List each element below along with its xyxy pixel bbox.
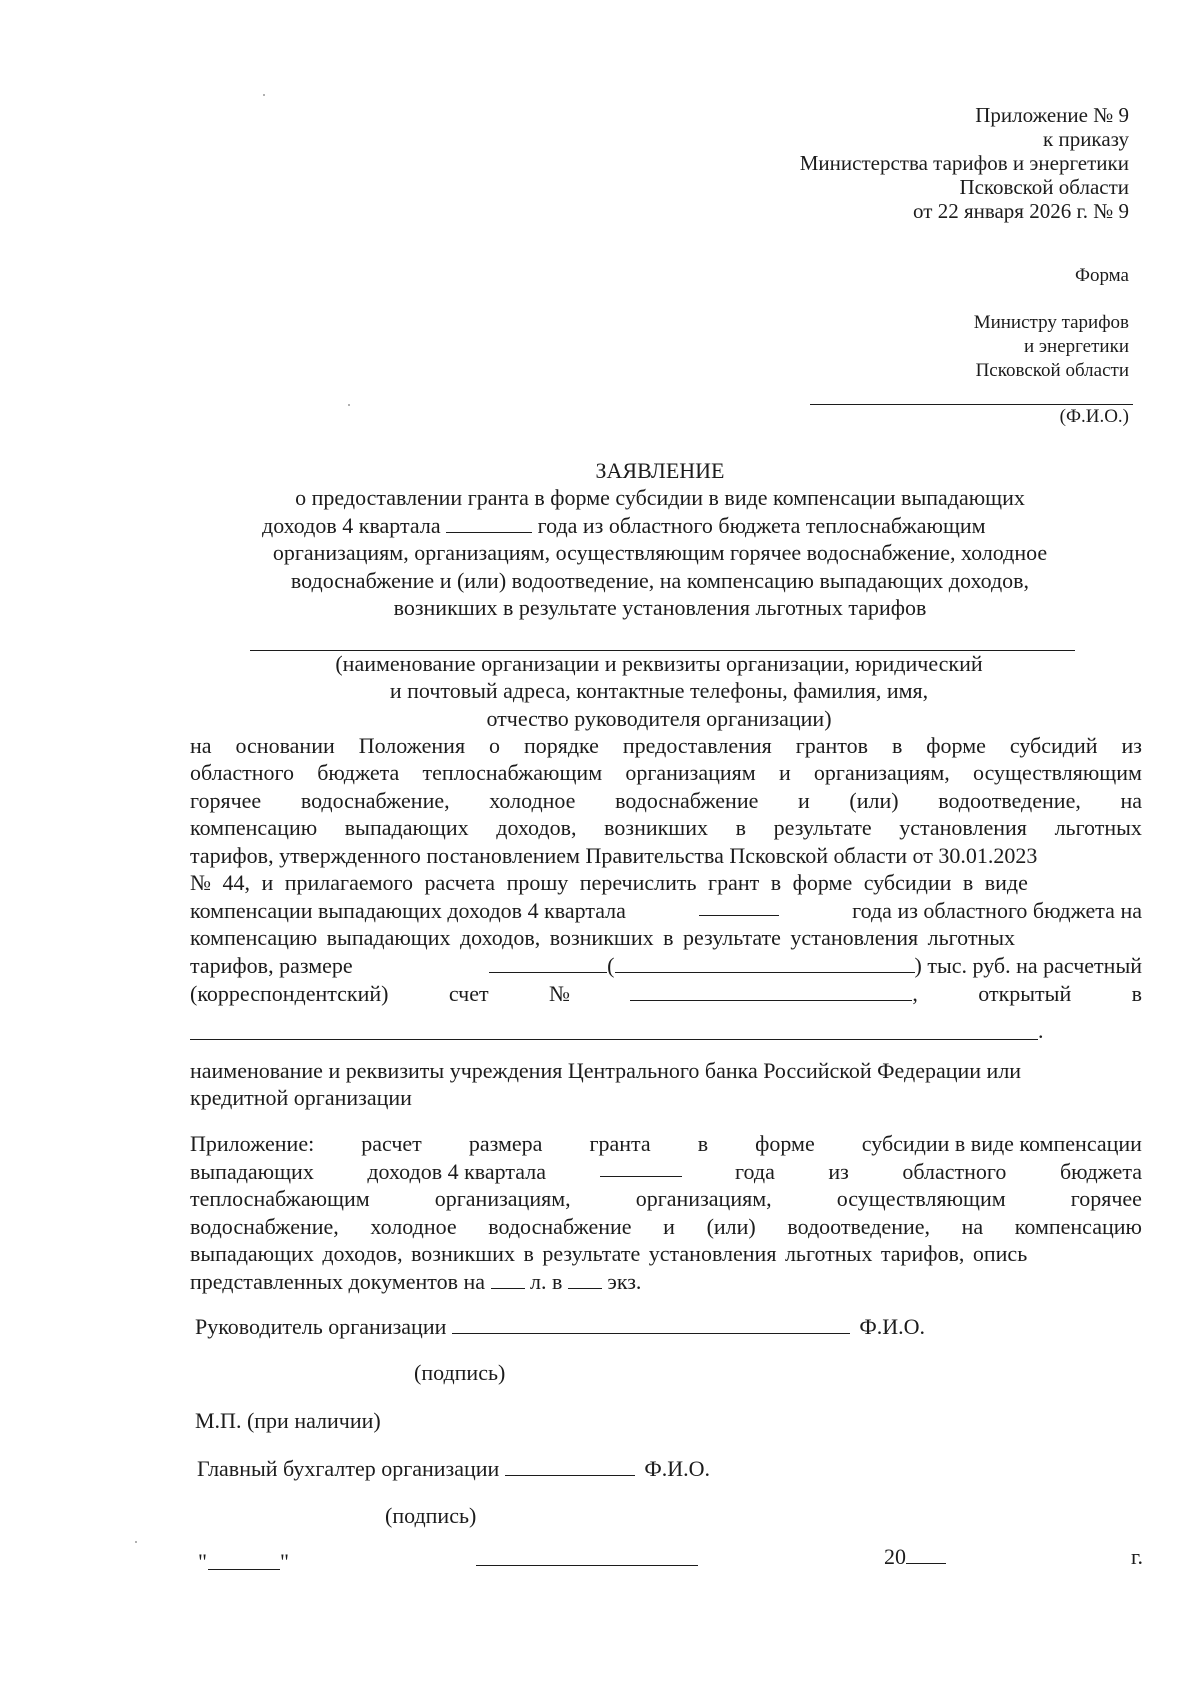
addressee-line-2: и энергетики xyxy=(1023,336,1129,357)
title-line-2 xyxy=(262,512,986,540)
body-line-9a: тарифов, размере xyxy=(190,953,353,978)
account-number-blank xyxy=(630,982,912,1001)
accountant-signature-line xyxy=(505,1457,635,1476)
body-line-10 xyxy=(190,980,1142,1008)
word: осуществляющим xyxy=(973,760,1142,785)
scan-speck xyxy=(348,404,350,406)
word: на xyxy=(190,733,212,758)
date-year xyxy=(884,1543,946,1571)
attachment-line-5: выпадающих доходов, возникших в результате установления льготных тарифов, опись xyxy=(190,1241,1028,1266)
pages-count-blank xyxy=(491,1270,525,1289)
bank-caption-line-1: наименование и реквизиты учреждения Центрального банка Российской Федерации или xyxy=(190,1058,1022,1083)
word: Положения xyxy=(358,733,466,758)
word: в xyxy=(891,733,903,758)
body-line-10c: № xyxy=(549,981,570,1006)
word: и xyxy=(797,788,810,813)
date-quote-open: " xyxy=(198,1549,207,1574)
title-line-4: водоснабжение и (или) водоотведение, на компенсацию выпадающих доходов, xyxy=(290,568,1030,593)
word: теплоснабжающим xyxy=(422,760,603,785)
word: компенсацию xyxy=(1014,1214,1142,1239)
body-line-10e: открытый xyxy=(978,981,1072,1006)
word: бюджета xyxy=(317,760,400,785)
title-line-3: организациям, организациям, осуществляющим горячее водоснабжение, холодное xyxy=(272,540,1048,565)
body-line-7a: компенсации выпадающих доходов 4 квартала xyxy=(190,898,626,923)
title-line-2b: года из областного бюджета теплоснабжающим xyxy=(537,513,986,538)
head-signature-line xyxy=(452,1315,850,1334)
date-day-line xyxy=(208,1569,280,1570)
bank-caption-line-2: кредитной организации xyxy=(190,1085,412,1110)
date-month-line xyxy=(476,1565,698,1566)
body-line-10f: в xyxy=(1131,981,1142,1006)
word: холодное xyxy=(489,788,576,813)
word: на xyxy=(961,1214,984,1239)
word: возникших xyxy=(604,815,709,840)
head-label: Руководитель организации xyxy=(195,1314,447,1339)
word: гранта xyxy=(589,1131,651,1156)
addressee-line-1: Министру тарифов xyxy=(973,312,1129,333)
body-line-1 xyxy=(190,732,1142,760)
addressee-line-3: Псковской области xyxy=(975,360,1129,381)
head-fio: Ф.И.О. xyxy=(859,1314,926,1339)
org-caption-line-2: и почтовый адреса, контактные телефоны, фамилия, имя, xyxy=(389,678,929,703)
body-line-5: тарифов, утвержденного постановлением Правительства Псковской области от 30.01.2023 xyxy=(190,843,1038,868)
word: размера xyxy=(468,1131,543,1156)
word: установления xyxy=(899,815,1027,840)
word: доходов, xyxy=(496,815,577,840)
accountant-signature-caption: (подпись) xyxy=(385,1503,477,1528)
body-line-10a: (корреспондентский) xyxy=(190,981,389,1006)
title-line-1: о предоставлении гранта в форме субсидии в виде компенсации выпадающих xyxy=(295,485,1025,510)
scan-speck xyxy=(135,1541,137,1543)
word: и xyxy=(663,1214,675,1239)
word: организациям, xyxy=(434,1186,571,1211)
word: водоснабжение, xyxy=(190,1214,339,1239)
word: Приложение: xyxy=(190,1131,315,1156)
body-line-3 xyxy=(190,787,1142,815)
word: (или) xyxy=(706,1214,756,1239)
body-line-4 xyxy=(190,814,1142,842)
word: теплоснабжающим xyxy=(190,1186,370,1211)
body-line-7 xyxy=(190,897,1142,925)
accountant-fio: Ф.И.О. xyxy=(644,1456,710,1481)
body-line-7b: года из областного бюджета на xyxy=(852,898,1142,923)
attachment-line-3 xyxy=(190,1185,1142,1213)
word: организациям xyxy=(625,760,756,785)
word: осуществляющим xyxy=(836,1186,1006,1211)
scan-speck xyxy=(263,94,265,96)
body-line-10b: счет xyxy=(448,981,489,1006)
accountant-label: Главный бухгалтер организации xyxy=(197,1456,500,1481)
title-line-2a: доходов 4 квартала xyxy=(262,513,441,538)
word: о xyxy=(489,733,501,758)
body-line-9c: ) тыс. руб. на расчетный xyxy=(914,953,1142,978)
attachment-line-2a: выпадающих xyxy=(190,1159,314,1184)
word: водоснабжение xyxy=(615,788,759,813)
word: предоставления xyxy=(622,733,772,758)
attachment-line-2b: доходов 4 квартала xyxy=(367,1159,546,1184)
word: форме xyxy=(926,733,986,758)
attachment-line-6a: представленных документов на xyxy=(190,1269,486,1294)
word: холодное xyxy=(370,1214,457,1239)
word: субсидии в виде компенсации xyxy=(861,1131,1142,1156)
word: расчет xyxy=(361,1131,422,1156)
attachment-line-1 xyxy=(190,1130,1142,1158)
appendix-region: Псковской области xyxy=(959,175,1129,199)
bank-name-line xyxy=(190,1039,1038,1040)
word: форме xyxy=(755,1131,815,1156)
body-line-2 xyxy=(190,759,1142,787)
word: горячее xyxy=(190,788,262,813)
accountant-signature-row xyxy=(197,1455,710,1483)
amount-words-blank xyxy=(615,954,915,973)
stamp-label: М.П. (при наличии) xyxy=(195,1408,381,1433)
body-line-6: № 44, и прилагаемого расчета прошу перечислить грант в форме субсидии в виде xyxy=(190,870,1028,895)
word: из xyxy=(1121,733,1142,758)
word: водоснабжение, xyxy=(300,788,450,813)
word: компенсацию xyxy=(190,815,318,840)
appendix-ministry: Министерства тарифов и энергетики xyxy=(799,151,1129,175)
word: и xyxy=(778,760,791,785)
word: (или) xyxy=(849,788,899,813)
addressee-block xyxy=(829,311,1129,383)
word: в xyxy=(697,1131,709,1156)
title-line-5: возникших в результате установления льготных тарифов xyxy=(393,595,927,620)
word: горячее xyxy=(1070,1186,1142,1211)
appendix-number: Приложение № 9 xyxy=(975,103,1129,127)
appendix-order: к приказу xyxy=(1043,127,1129,151)
attachment-line-2d: из xyxy=(828,1159,849,1184)
word: в xyxy=(735,815,747,840)
word: организациям, xyxy=(635,1186,772,1211)
bank-line-period: . xyxy=(1038,1018,1044,1043)
body-line-9 xyxy=(190,952,1142,980)
attachment-line-6 xyxy=(190,1268,641,1296)
attachment-line-2 xyxy=(190,1158,1142,1186)
attachment-line-6c: экз. xyxy=(607,1269,642,1294)
word: субсидий xyxy=(1009,733,1098,758)
date-quote-close: " xyxy=(280,1549,289,1574)
word: результате xyxy=(773,815,872,840)
word: организациям, xyxy=(813,760,950,785)
head-signature-caption: (подпись) xyxy=(414,1360,506,1385)
form-label: Форма xyxy=(1074,265,1129,286)
document-heading: ЗАЯВЛЕНИЕ xyxy=(595,458,725,483)
year-blank-body xyxy=(699,897,779,916)
head-signature-row xyxy=(195,1313,925,1341)
attachment-line-2c: года xyxy=(735,1159,775,1184)
year-blank-title xyxy=(446,514,532,533)
body-line-10d: , xyxy=(912,981,918,1006)
year-suffix: г. xyxy=(1131,1544,1144,1569)
word: водоотведение, xyxy=(938,788,1081,813)
attachment-line-2f: бюджета xyxy=(1059,1159,1142,1184)
year-blank-attachment xyxy=(600,1158,682,1177)
word: водоотведение, xyxy=(787,1214,930,1239)
org-caption-line-3: отчество руководителя организации) xyxy=(486,706,832,731)
word: областного xyxy=(190,760,295,785)
copies-count-blank xyxy=(568,1270,602,1289)
word: на xyxy=(1120,788,1142,813)
amount-paren-open: ( xyxy=(607,953,615,978)
word: льготных xyxy=(1054,815,1142,840)
word: выпадающих xyxy=(344,815,469,840)
word: водоснабжение xyxy=(488,1214,632,1239)
word: порядке xyxy=(523,733,599,758)
org-caption-line-1: (наименование организации и реквизиты организации, юридический xyxy=(335,651,983,676)
appendix-block xyxy=(669,102,1129,225)
word: грантов xyxy=(795,733,869,758)
word: основании xyxy=(235,733,335,758)
attachment-line-4 xyxy=(190,1213,1142,1241)
year-prefix: 20 xyxy=(884,1544,906,1569)
body-line-8: компенсацию выпадающих доходов, возникших в результате установления льготных xyxy=(190,925,1015,950)
attachment-line-2e: областного xyxy=(902,1159,1007,1184)
year-digits-blank xyxy=(906,1545,946,1564)
amount-digits-blank xyxy=(489,954,607,973)
appendix-date: от 22 января 2026 г. № 9 xyxy=(913,199,1129,223)
attachment-line-6b: л. в xyxy=(530,1269,563,1294)
addressee-fio-caption: (Ф.И.О.) xyxy=(1059,406,1129,427)
